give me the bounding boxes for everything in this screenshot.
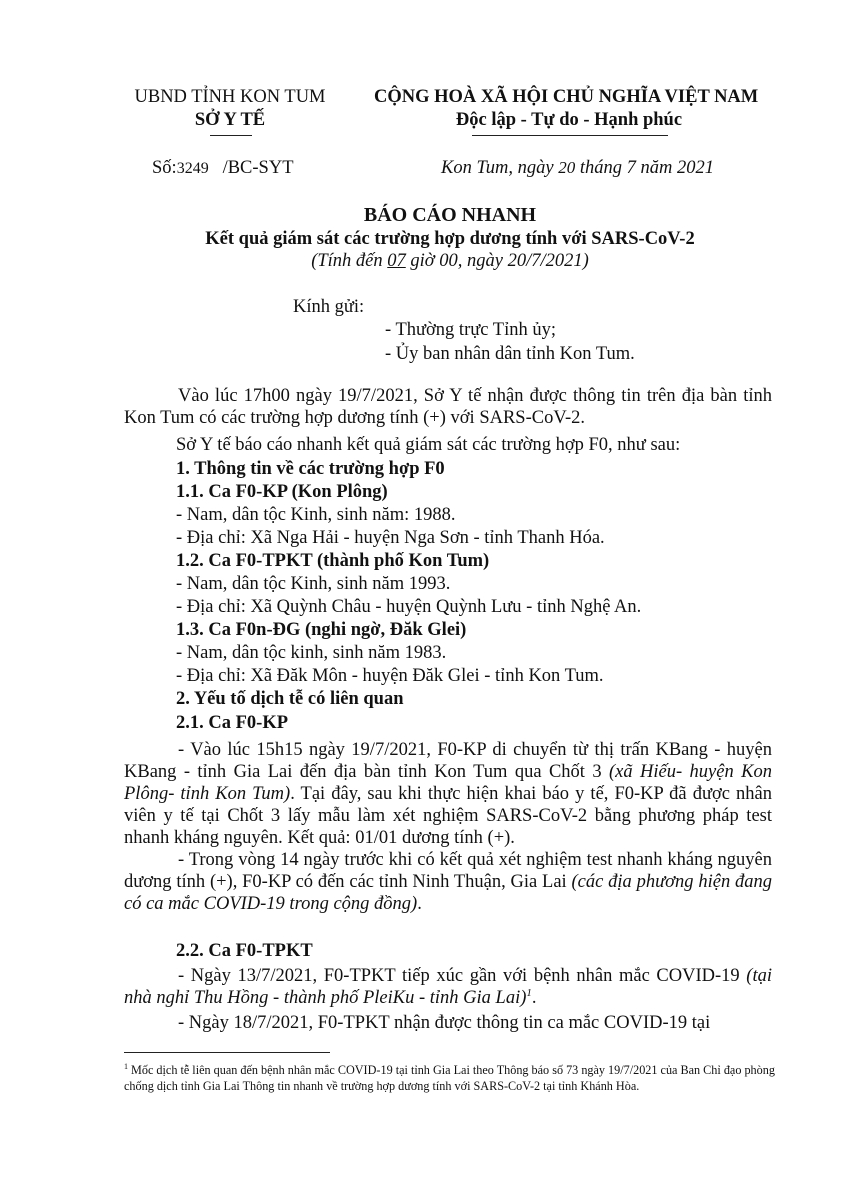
- footnote-mark: 1: [124, 1061, 128, 1071]
- case-1-3-line: - Địa chỉ: Xã Đăk Môn - huyện Đăk Glei - tỉnh Kon Tum.: [176, 666, 604, 686]
- section-2-1-paragraph-2: - Trong vòng 14 ngày trước khi có kết quả xét nghiệm test nhanh kháng nguyên dương tính (+), F0-KP có đến các tỉnh Ninh Thuận, Gia Lai (các địa phương hiện đang có ca mắc COVID-19 trong cộng đồng).: [124, 850, 772, 914]
- recipient-item: - Ủy ban nhân dân tỉnh Kon Tum.: [385, 344, 635, 364]
- report-title: BÁO CÁO NHANH: [363, 204, 537, 226]
- number-value: 3249: [176, 160, 209, 177]
- section-2-2-heading: 2.2. Ca F0-TPKT: [176, 941, 313, 961]
- number-label: Số:: [152, 158, 177, 178]
- section-2-1-paragraph-1: - Vào lúc 15h15 ngày 19/7/2021, F0-KP di chuyển từ thị trấn KBang - huyện KBang - tỉnh Gia Lai đến địa bàn tỉnh Kon Tum qua Chốt 3 (xã Hiếu- huyện Kon Plông- tỉnh Kon Tum). Tại đây, sau khi thực hiện khai báo y tế, F0-KP đã được nhân viên y tế tại Chốt 3 lấy mẫu làm xét nghiệm SARS-CoV-2 bằng phương pháp test nhanh kháng nguyên. Kết quả: 01/01 dương tính (+).: [124, 740, 772, 848]
- report-subtitle: Kết quả giám sát các trường hợp dương tính với SARS-CoV-2: [205, 229, 695, 249]
- section-2-2-paragraph-2: - Ngày 18/7/2021, F0-TPKT nhận được thông tin ca mắc COVID-19 tại: [178, 1013, 711, 1033]
- case-1-3-line: - Nam, dân tộc kinh, sinh năm 1983.: [176, 643, 447, 663]
- footnote-separator: [124, 1052, 330, 1053]
- motto-underline: [472, 135, 668, 136]
- department-name: SỞ Y TẾ: [194, 110, 266, 130]
- intro-summary: Sở Y tế báo cáo nhanh kết quả giám sát các trường hợp F0, như sau:: [176, 435, 681, 455]
- case-1-3-heading: 1.3. Ca F0n-ĐG (nghi ngờ, Đăk Glei): [176, 620, 467, 640]
- document-date: [441, 158, 714, 179]
- intro-paragraph: Vào lúc 17h00 ngày 19/7/2021, Sở Y tế nhận được thông tin trên địa bàn tỉnh Kon Tum có các trường hợp dương tính (+) với SARS-CoV-2.: [124, 386, 772, 428]
- date-day: 20: [558, 158, 576, 177]
- case-1-1-line: - Nam, dân tộc Kinh, sinh năm: 1988.: [176, 505, 456, 525]
- case-1-2-line: - Địa chỉ: Xã Quỳnh Châu - huyện Quỳnh Lưu - tỉnh Nghệ An.: [176, 597, 642, 617]
- report-as-of: (Tính đến 07 giờ 00, ngày 20/7/2021): [311, 251, 589, 271]
- as-of-hour: 07: [387, 251, 406, 271]
- republic-name: CỘNG HOÀ XÃ HỘI CHỦ NGHĨA VIỆT NAM: [374, 87, 759, 107]
- case-1-2-line: - Nam, dân tộc Kinh, sinh năm 1993.: [176, 574, 451, 594]
- footnote-text: Mốc dịch tễ liên quan đến bệnh nhân mắc COVID-19 tại tỉnh Gia Lai theo Thông báo số 73 ngày 19/7/2021 của Ban Chỉ đạo phòng chống dịch tỉnh Gia Lai Thông tin nhanh về trường hợp dương tính với SARS-CoV-2 tại tỉnh Khánh Hòa.: [124, 1063, 775, 1093]
- number-suffix: /BC-SYT: [222, 158, 294, 178]
- case-1-1-heading: 1.1. Ca F0-KP (Kon Plông): [176, 482, 388, 502]
- greeting: Kính gửi:: [293, 297, 365, 317]
- case-1-1-line: - Địa chỉ: Xã Nga Hải - huyện Nga Sơn - tỉnh Thanh Hóa.: [176, 528, 605, 548]
- section-2-2-paragraph-1: - Ngày 13/7/2021, F0-TPKT tiếp xúc gần với bệnh nhân mắc COVID-19 (tại nhà nghỉ Thu Hồng - thành phố PleiKu - tỉnh Gia Lai)$^1$.: [124, 966, 772, 1008]
- case-1-2-heading: 1.2. Ca F0-TPKT (thành phố Kon Tum): [176, 551, 490, 571]
- date-prefix: Kon Tum, ngày: [441, 158, 554, 178]
- document-number: [152, 158, 294, 179]
- section-2-1-heading: 2.1. Ca F0-KP: [176, 713, 289, 733]
- footnote: [124, 1062, 776, 1094]
- section-1-heading: 1. Thông tin về các trường hợp F0: [176, 459, 445, 479]
- footnote-reference: 1: [526, 986, 532, 999]
- date-rest: tháng 7 năm 2021: [579, 158, 714, 178]
- department-underline: [210, 135, 252, 136]
- recipient-item: - Thường trực Tỉnh ủy;: [385, 320, 556, 340]
- national-motto: Độc lập - Tự do - Hạnh phúc: [455, 110, 683, 130]
- section-2-heading: 2. Yếu tố dịch tễ có liên quan: [176, 689, 404, 709]
- agency-name: UBND TỈNH KON TUM: [134, 87, 326, 107]
